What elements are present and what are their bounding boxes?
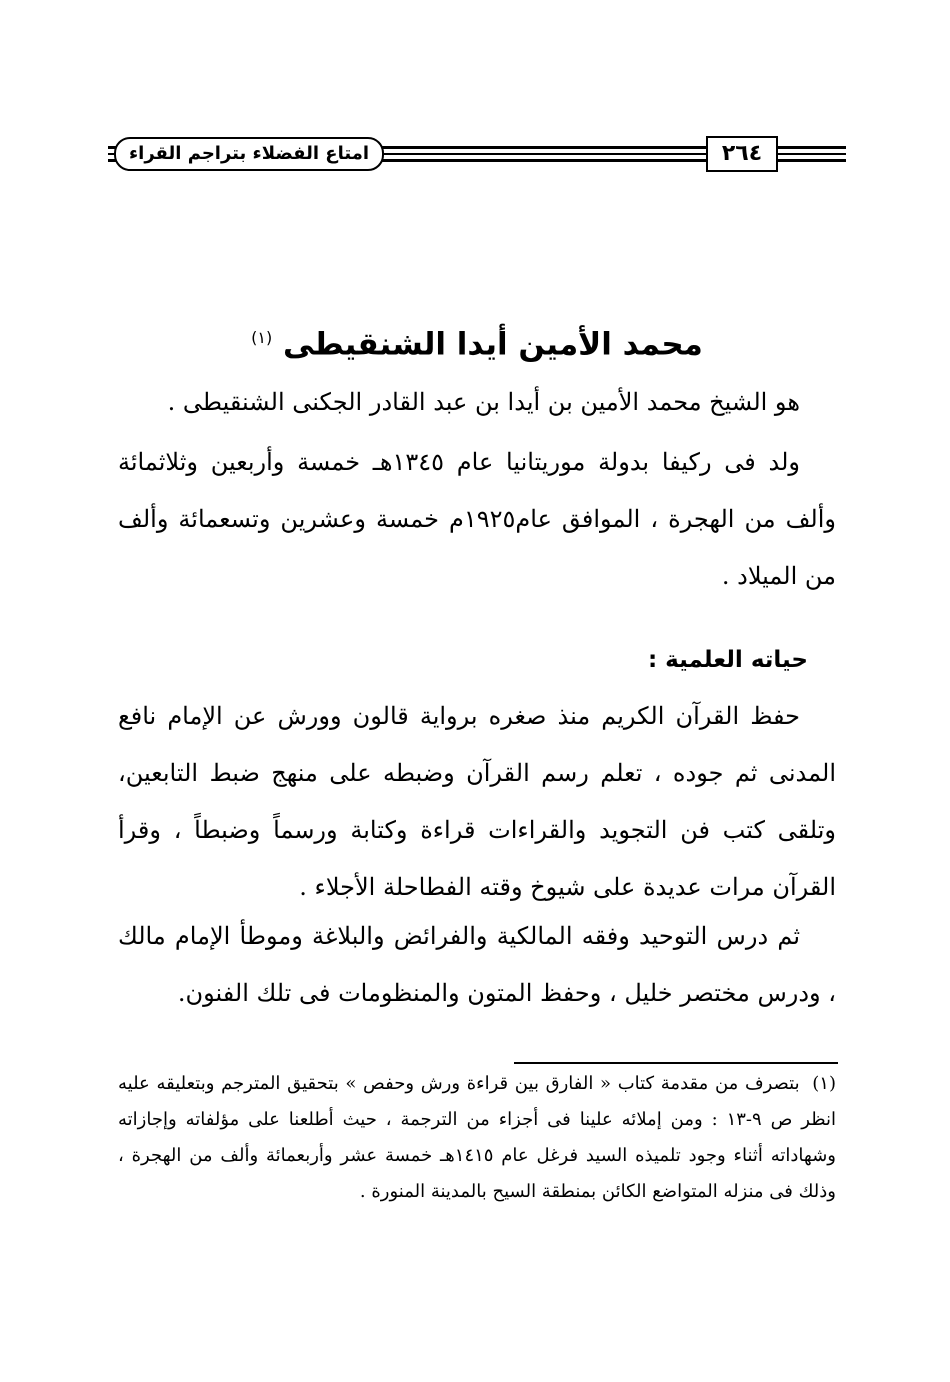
intro-paragraph-1: هو الشيخ محمد الأمين بن أيدا بن عبد القادر الجكنى الشنقيطى . [167,388,800,416]
heading-title: محمد الأمين أيدا الشنقيطى [283,326,703,363]
biography-heading [108,308,846,374]
page-header [108,134,846,174]
book-title: امتاع الفضلاء بتراجم القراء [114,137,384,171]
footnote-separator [514,1062,838,1064]
heading-footnote-marker: (١) [251,328,273,347]
page-number: ٢٦٤ [706,136,778,172]
section-paragraph-2: ثم درس التوحيد وفقه المالكية والفرائض والبلاغة وموطأ الإمام مالك ، ودرس مختصر خليل ، وحفظ المتون والمنظومات فى تلك الفنون. [118,922,836,1007]
section-heading: حياته العلمية : [647,647,808,673]
intro-paragraph-2: ولد فى ركيفا بدولة موريتانيا عام ١٣٤٥هـ خمسة وأربعين وثلاثمائة وألف من الهجرة ، الموافق عام١٩٢٥م خمسة وعشرين وتسعمائة وألف من الميلاد . [118,448,837,590]
section-paragraph-1: حفظ القرآن الكريم منذ صغره برواية قالون وورش عن الإمام نافع المدنى ثم جوده ، تعلم رسم القرآن وضبطه على منهج ضبط التابعين، وتلقى كتب فن التجويد والقراءات قراءة وكتابة ورسماً وضبطاً ، وقرأ القرآن مرات عديدة على شيوخ وقته الفطاحلة الأجلاء . [118,702,836,901]
footnote-number: (١) [812,1073,836,1094]
footnote-text: بتصرف من مقدمة كتاب « الفارق بين قراءة ورش وحفص » بتحقيق المترجم وبتعليقه عليه انظر ص ٩-١٣ : ومن إملائه علينا فى أجزاء من الترجمة ، حيث أطلعنا على مؤلفاته وإجازاته وشهاداته أثناء وجود تلميذه السيد فرغل عام ١٤١٥هـ خمسة عشر وأربعمائة وألف من الهجرة ، وذلك فى منزله المتواضع الكائن بمنطقة السيح بالمدينة المنورة . [118,1073,837,1202]
footnote [118,1066,836,1210]
